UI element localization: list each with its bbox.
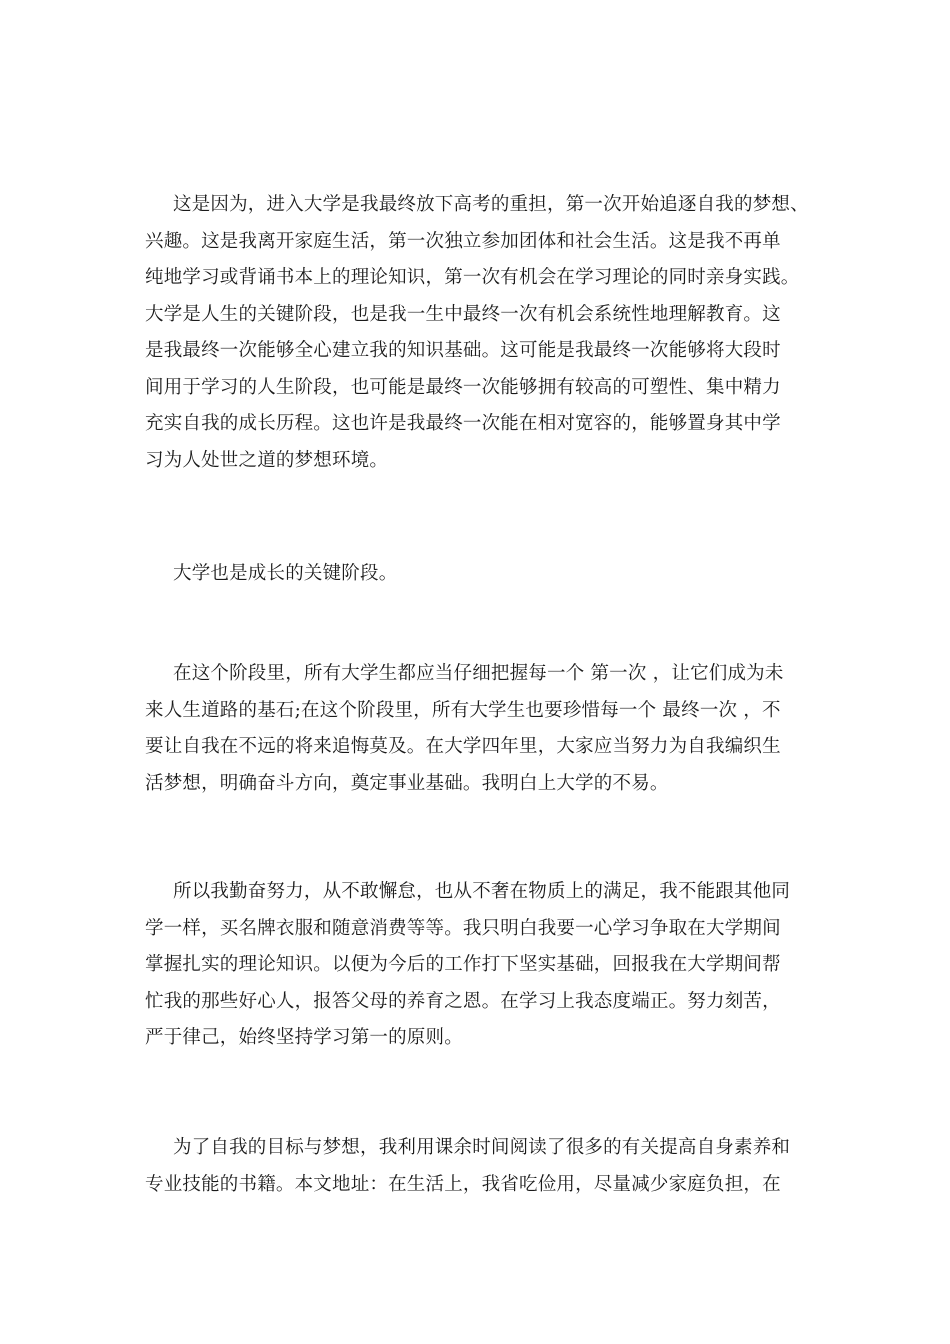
text-line: 专业技能的书籍。本文地址：在生活上，我省吃俭用，尽量减少家庭负担，在 (145, 1173, 781, 1195)
text-line: 学一样，买名牌衣服和随意消费等等。我只明白我要一心学习争取在大学期间 (145, 917, 781, 939)
text-line: 忙我的那些好心人，报答父母的养育之恩。在学习上我态度端正。努力刻苦， (145, 990, 781, 1012)
text-line: 所以我勤奋努力，从不敢懈怠，也从不奢在物质上的满足，我不能跟其他同 (173, 881, 791, 902)
text-line: 活梦想，明确奋斗方向，奠定事业基础。我明白上大学的不易。 (145, 772, 669, 794)
text-line: 严于律己，始终坚持学习第一的原则。 (145, 1027, 463, 1048)
paragraph-3 (145, 656, 825, 802)
text-line: 大学是人生的关键阶段，也是我一生中最终一次有机会系统性地理解教育。这 (145, 303, 781, 325)
text-line: 为了自我的目标与梦想，我利用课余时间阅读了很多的有关提高自身素养和 (173, 1137, 791, 1158)
text-line: 间用于学习的人生阶段，也可能是最终一次能够拥有较高的可塑性、集中精力 (145, 376, 781, 398)
text-line: 是我最终一次能够全心建立我的知识基础。这可能是我最终一次能够将大段时 (145, 340, 781, 361)
paragraph-2 (145, 556, 825, 593)
text-line: 兴趣。这是我离开家庭生活，第一次独立参加团体和社会生活。这是我不再单 (145, 230, 781, 252)
text-line: 掌握扎实的理论知识。以便为今后的工作打下坚实基础，回报我在大学期间帮 (145, 954, 781, 975)
paragraph-4 (145, 874, 825, 1057)
paragraph-5 (145, 1130, 825, 1203)
text-line: 纯地学习或背诵书本上的理论知识，第一次有机会在学习理论的同时亲身实践。 (145, 267, 800, 288)
text-line: 大学也是成长的关键阶段。 (173, 563, 398, 584)
text-line: 在这个阶段里，所有大学生都应当仔细把握每一个 第一次 ，让它们成为未 (173, 663, 784, 684)
paragraph-1 (145, 187, 825, 479)
text-line: 习为人处世之道的梦想环境。 (145, 449, 389, 471)
text-line: 来人生道路的基石;在这个阶段里，所有大学生也要珍惜每一个 最终一次 ，不 (145, 699, 781, 721)
text-line: 充实自我的成长历程。这也许是我最终一次能在相对宽容的，能够置身其中学 (145, 413, 781, 434)
text-line: 要让自我在不远的将来追悔莫及。在大学四年里，大家应当努力为自我编织生 (145, 736, 781, 757)
text-line: 这是因为，进入大学是我最终放下高考的重担，第一次开始追逐自我的梦想、 (173, 194, 809, 215)
